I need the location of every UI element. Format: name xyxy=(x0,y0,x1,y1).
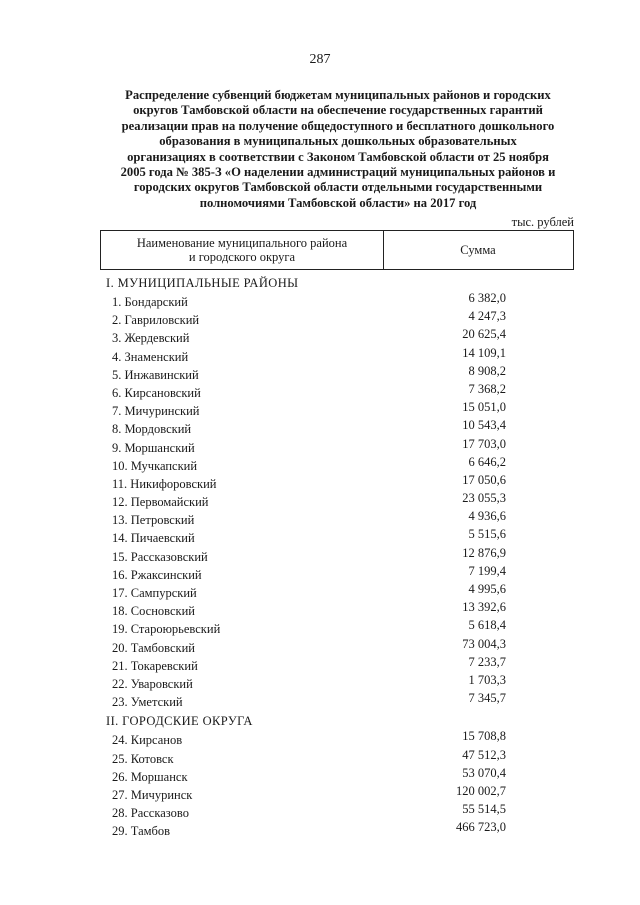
row-value: 17 050,6 xyxy=(462,472,506,487)
section-heading: II. ГОРОДСКИЕ ОКРУГА xyxy=(106,714,253,729)
row-name: 12. Первомайский xyxy=(112,495,209,510)
document-title xyxy=(100,88,576,211)
row-name: 16. Ржаксинский xyxy=(112,567,202,582)
table-row xyxy=(106,293,506,311)
row-value: 7 345,7 xyxy=(468,691,506,706)
table-row xyxy=(106,381,506,402)
table-row xyxy=(106,420,506,438)
row-value: 53 070,4 xyxy=(462,765,506,780)
row-value: 12 876,9 xyxy=(462,545,506,560)
row-name: 14. Пичаевский xyxy=(112,531,195,546)
row-name: 1. Бондарский xyxy=(112,295,188,309)
table-row xyxy=(106,602,506,620)
row-value: 8 908,2 xyxy=(468,363,506,378)
table-row xyxy=(106,436,506,457)
row-name: 24. Кирсанов xyxy=(112,733,183,748)
table-row xyxy=(106,804,506,822)
row-value: 5 515,6 xyxy=(468,527,506,542)
table-row xyxy=(106,545,506,566)
row-name: 10. Мучкапский xyxy=(112,458,198,473)
table-row xyxy=(106,747,506,768)
row-value: 4 247,3 xyxy=(468,309,506,324)
row-name: 5. Инжавинский xyxy=(112,367,199,382)
table-row xyxy=(106,311,506,329)
row-value: 6 382,0 xyxy=(468,291,506,305)
row-name: 8. Мордовский xyxy=(112,422,192,437)
column-header-name-line2: и городского округа xyxy=(188,250,296,264)
row-value: 4 995,6 xyxy=(468,582,506,596)
row-name: 25. Котовск xyxy=(112,751,174,766)
table-body xyxy=(106,273,506,840)
row-value: 5 618,4 xyxy=(468,618,506,633)
row-value: 7 233,7 xyxy=(468,654,506,669)
row-value: 7 199,4 xyxy=(468,563,506,578)
row-name: 7. Мичуринский xyxy=(112,404,200,419)
row-value: 1 703,3 xyxy=(468,672,506,687)
row-name: 11. Никифоровский xyxy=(112,476,217,491)
table-row xyxy=(106,493,506,511)
row-name: 22. Уваровский xyxy=(112,676,193,691)
row-value: 17 703,0 xyxy=(462,436,506,451)
table-row xyxy=(106,783,506,804)
row-value: 15 051,0 xyxy=(462,400,506,415)
row-name: 23. Уметский xyxy=(112,695,183,710)
row-value: 15 708,8 xyxy=(462,729,506,744)
row-name: 27. Мичуринск xyxy=(112,787,193,802)
table-row xyxy=(106,329,506,347)
row-name: 21. Токаревский xyxy=(112,658,198,673)
title-line: организациях в соответствии с Законом Тамбовской области от 25 ноября xyxy=(127,149,549,164)
column-header-sum: Сумма xyxy=(383,231,574,269)
row-value: 47 512,3 xyxy=(462,747,506,762)
column-header-name-line1: Наименование муниципального района xyxy=(136,236,348,250)
title-line: округов Тамбовской области на обеспечение государственных гарантий xyxy=(133,103,543,118)
row-value: 23 055,3 xyxy=(462,491,506,506)
units-label: тыс. рублей xyxy=(511,215,574,229)
row-name: 26. Моршанск xyxy=(112,769,188,784)
row-value: 20 625,4 xyxy=(462,327,506,342)
row-value: 466 723,0 xyxy=(456,820,506,835)
table-row xyxy=(106,511,506,529)
section-heading: I. МУНИЦИПАЛЬНЫЕ РАЙОНЫ xyxy=(106,276,299,290)
row-name: 17. Сампурский xyxy=(112,586,197,600)
row-name: 19. Староюрьевский xyxy=(112,622,221,637)
table-row xyxy=(106,529,506,547)
column-header-name xyxy=(100,231,384,269)
table-row xyxy=(106,454,506,475)
row-value: 55 514,5 xyxy=(462,802,506,817)
row-name: 18. Сосновский xyxy=(112,604,195,619)
table-row xyxy=(106,584,506,602)
title-line: городских округов Тамбовской области отдельными государственными xyxy=(133,180,543,195)
row-value: 6 646,2 xyxy=(468,454,506,469)
table-row xyxy=(106,693,506,711)
title-line: полномочиями Тамбовской области» на 2017 год xyxy=(199,195,477,210)
table-row xyxy=(106,765,506,786)
row-name: 15. Рассказовский xyxy=(112,549,208,564)
title-line: 2005 года № 385-З «О наделении администраций муниципальных районов и xyxy=(120,165,556,180)
title-line: образования в муниципальных дошкольных образовательных xyxy=(159,134,517,149)
table-row xyxy=(106,363,506,384)
table-header xyxy=(100,230,574,270)
table-row xyxy=(106,345,506,366)
title-line: Распределение субвенций бюджетам муниципальных районов и городских xyxy=(125,88,551,102)
row-value: 7 368,2 xyxy=(468,381,506,396)
row-name: 29. Тамбов xyxy=(112,824,171,839)
row-name: 2. Гавриловский xyxy=(112,313,200,328)
row-value: 13 392,6 xyxy=(462,600,506,615)
row-name: 28. Рассказово xyxy=(112,806,189,821)
row-name: 13. Петровский xyxy=(112,513,195,528)
row-value: 10 543,4 xyxy=(462,418,506,433)
row-value: 4 936,6 xyxy=(468,509,506,524)
table-row xyxy=(106,822,506,840)
row-name: 4. Знаменский xyxy=(112,349,189,364)
row-value: 73 004,3 xyxy=(462,636,506,651)
table-row xyxy=(106,620,506,638)
row-name: 6. Кирсановский xyxy=(112,385,201,400)
table-row xyxy=(106,672,506,693)
page-number: 287 xyxy=(309,52,331,67)
table-row xyxy=(106,636,506,657)
table-row xyxy=(106,731,506,749)
row-value: 120 002,7 xyxy=(456,783,506,798)
table-row xyxy=(106,402,506,420)
table-row xyxy=(106,563,506,584)
row-name: 20. Тамбовский xyxy=(112,640,195,655)
table-row xyxy=(106,654,506,675)
row-name: 3. Жердевский xyxy=(112,331,190,346)
title-line: реализации прав на получение общедоступного и бесплатного дошкольного xyxy=(121,118,555,133)
table-row xyxy=(106,472,506,493)
row-name: 9. Моршанский xyxy=(112,440,195,455)
row-value: 14 109,1 xyxy=(462,345,506,360)
